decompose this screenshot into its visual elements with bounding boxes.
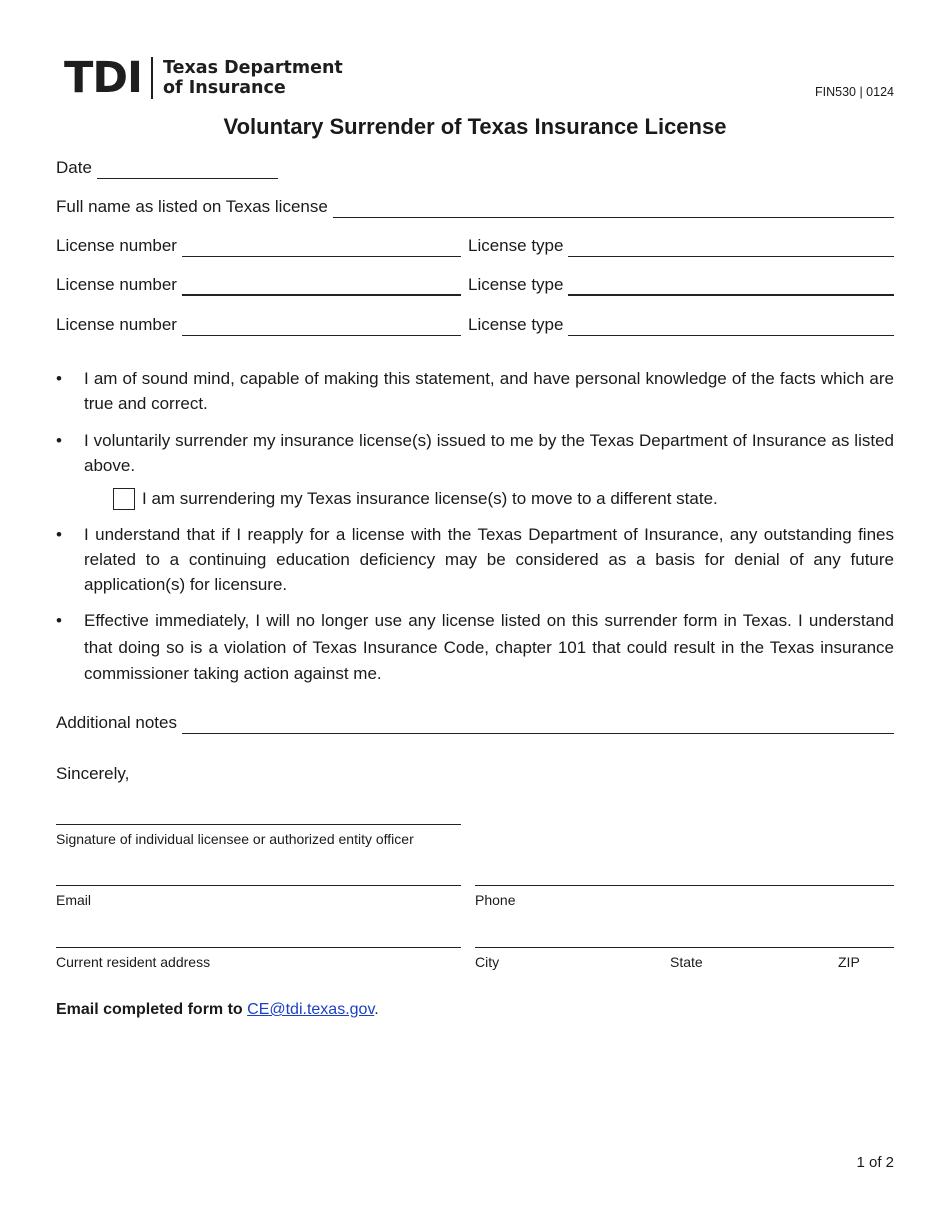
- logo-line-1: Texas Department: [163, 58, 343, 78]
- license-number-label: License number: [56, 236, 177, 255]
- statement-text: I am of sound mind, capable of making this statement, and have personal knowledge of the facts which are true and correct.: [84, 369, 894, 413]
- license-number-label: License number: [56, 315, 177, 334]
- statement-list: [56, 366, 894, 688]
- license-type-group-2: [468, 275, 894, 296]
- license-type-field-1[interactable]: [568, 237, 894, 257]
- license-type-label: License type: [468, 275, 564, 294]
- statement-item: [56, 522, 894, 597]
- city-label: City: [475, 954, 500, 970]
- statement-item: [56, 366, 894, 416]
- license-number-group-1: [56, 236, 461, 257]
- submission-instructions: [56, 1001, 379, 1019]
- signature-label: Signature of individual licensee or authorized entity officer: [56, 831, 414, 847]
- statement-text: I understand that if I reapply for a license with the Texas Department of Insurance, any outstanding fines related to a continuing education deficiency may be considered as a basis for denial of any future application(s) for licensure.: [84, 525, 894, 594]
- move-state-checkbox-label: I am surrendering my Texas insurance license(s) to move to a different state.: [142, 489, 718, 508]
- form-code: FIN530 | 0124: [815, 85, 894, 99]
- license-number-label: License number: [56, 275, 177, 294]
- submission-prefix: Email completed form to: [56, 1001, 248, 1018]
- license-number-group-2: [56, 275, 461, 296]
- email-field[interactable]: [56, 885, 461, 886]
- license-number-field-3[interactable]: [182, 316, 461, 336]
- date-label: Date: [56, 158, 92, 177]
- license-number-group-3: [56, 315, 461, 336]
- statement-text: Effective immediately, I will no longer use any license listed on this surrender form in Texas. I understand that doing so is a violation of Texas Insurance Code, chapter 101 that could result in the Texas insurance commissioner taking action against me.: [84, 611, 894, 683]
- zip-label: ZIP: [838, 954, 860, 970]
- bullet-marker: •: [56, 525, 62, 544]
- license-type-field-2[interactable]: [568, 276, 894, 296]
- date-row: [56, 155, 894, 179]
- logo-divider: [151, 57, 153, 99]
- license-row-2: [56, 272, 894, 296]
- full-name-label: Full name as listed on Texas license: [56, 197, 328, 216]
- license-type-group-3: [468, 315, 894, 336]
- license-number-field-1[interactable]: [182, 237, 461, 257]
- move-state-checkbox[interactable]: [113, 488, 135, 510]
- email-label: Email: [56, 892, 92, 908]
- submission-suffix: .: [374, 1001, 379, 1018]
- bullet-marker: •: [56, 611, 62, 630]
- bullet-marker: •: [56, 431, 62, 450]
- move-state-option[interactable]: [113, 486, 894, 511]
- signature-field[interactable]: [56, 824, 461, 825]
- logo-mark: TDI: [64, 52, 143, 103]
- state-label: State: [670, 954, 703, 970]
- city-state-zip-field[interactable]: [475, 947, 894, 948]
- logo-line-2: of Insurance: [163, 78, 286, 98]
- license-type-field-3[interactable]: [568, 316, 894, 336]
- additional-notes-label: Additional notes: [56, 713, 177, 732]
- logo-wordmark: [163, 58, 343, 98]
- phone-label: Phone: [475, 892, 516, 908]
- page-number: 1 of 2: [856, 1154, 894, 1171]
- additional-notes-field[interactable]: [182, 714, 894, 734]
- address-field[interactable]: [56, 947, 461, 948]
- license-number-field-2[interactable]: [182, 276, 461, 296]
- bullet-marker: •: [56, 369, 62, 388]
- full-name-field[interactable]: [333, 198, 894, 218]
- phone-field[interactable]: [475, 885, 894, 886]
- full-name-row: [56, 194, 894, 218]
- license-type-label: License type: [468, 315, 564, 334]
- page-title: Voluntary Surrender of Texas Insurance License: [223, 114, 727, 139]
- date-field[interactable]: [97, 159, 278, 179]
- address-label: Current resident address: [56, 954, 211, 970]
- license-row-1: [56, 233, 894, 257]
- additional-notes-row: [56, 710, 894, 734]
- tdi-logo: [64, 52, 343, 103]
- license-row-3: [56, 312, 894, 336]
- license-type-group-1: [468, 236, 894, 257]
- license-type-label: License type: [468, 236, 564, 255]
- submission-email-link[interactable]: CE@tdi.texas.gov: [247, 1001, 375, 1018]
- statement-text: I voluntarily surrender my insurance license(s) issued to me by the Texas Department of Insurance as listed above.: [84, 431, 894, 475]
- closing-text: Sincerely,: [56, 764, 130, 783]
- statement-item: [56, 608, 894, 688]
- statement-item: [56, 428, 894, 478]
